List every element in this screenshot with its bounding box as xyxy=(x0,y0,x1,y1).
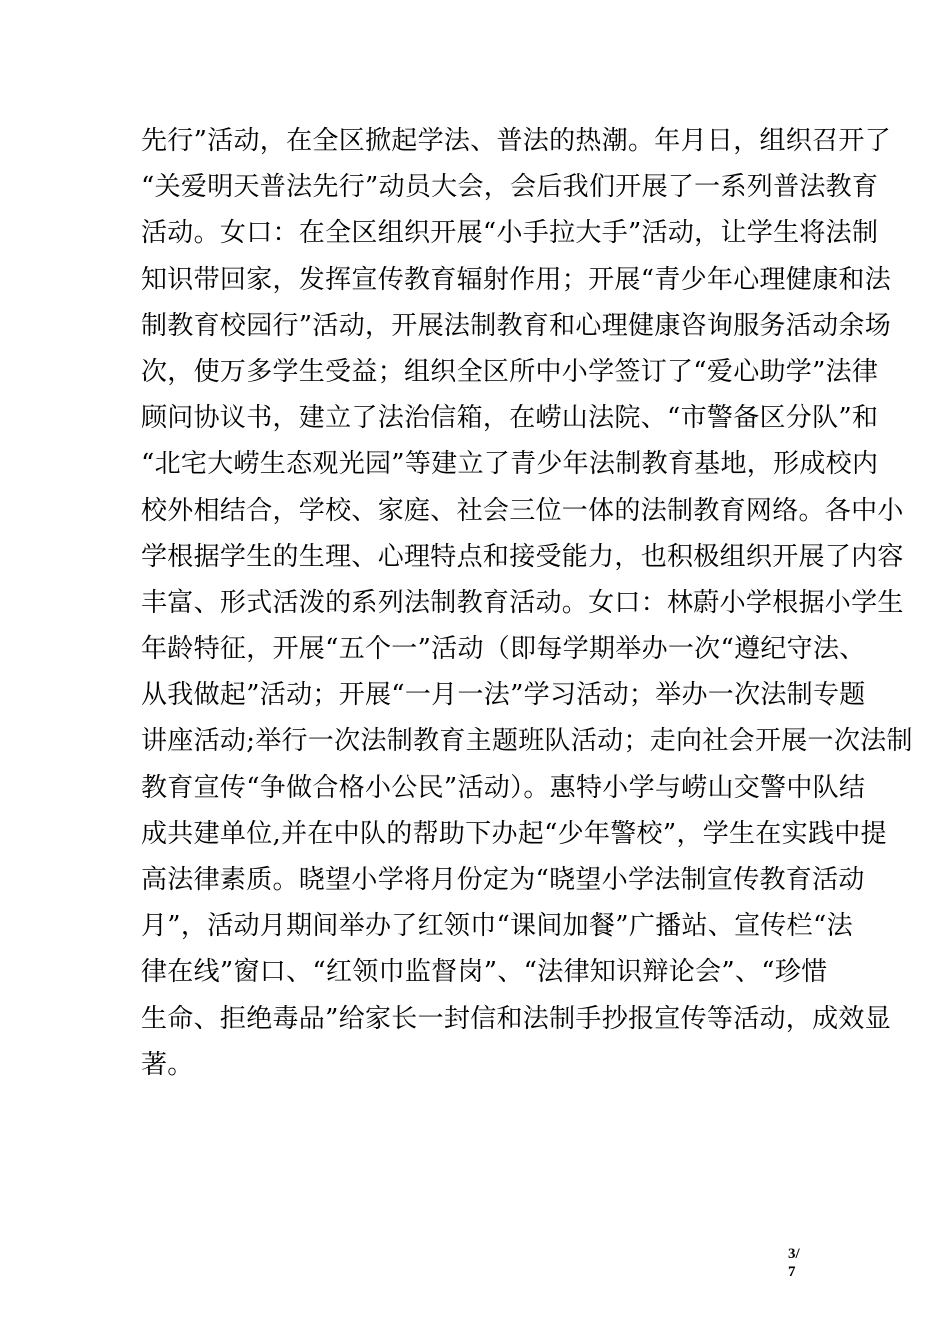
page-number-total: 7 xyxy=(788,1264,796,1280)
text-line: 从我做起”活动；开展“一月一法”学习活动；举办一次法制专题 xyxy=(141,680,866,711)
text-line: 著。 xyxy=(141,1049,194,1080)
text-line: 讲座活动;举行一次法制教育主题班队活动；走向社会开展一次法制 xyxy=(141,726,913,757)
text-line: 制教育校园行”活动，开展法制教育和心理健康咨询服务活动余场 xyxy=(141,310,891,341)
text-line: 知识带回家，发挥宣传教育辐射作用；开展“青少年心理健康和法 xyxy=(141,264,891,295)
text-line: 校外相结合，学校、家庭、社会三位一体的法制教育网络。各中小 xyxy=(141,495,904,526)
text-line: “关爱明天普法先行”动员大会，会后我们开展了一系列普法教育 xyxy=(141,172,879,203)
text-line: 月”，活动月期间举办了红领巾“课间加餐”广播站、宣传栏“法 xyxy=(141,911,853,942)
page-number xyxy=(788,1245,818,1281)
body-paragraph xyxy=(141,118,913,1088)
text-line: 丰富、形式活泼的系列法制教育活动。女口：林蔚小学根据小学生 xyxy=(141,587,904,618)
text-line: 年龄特征，开展“五个一”活动（即每学期举办一次“遵纪守法、 xyxy=(141,634,866,665)
text-line: 成共建单位,并在中队的帮助下办起“少年警校”，学生在实践中提 xyxy=(141,818,887,849)
page-number-current: 3/ xyxy=(788,1246,800,1262)
text-line: 顾问协议书，建立了法治信箱，在崂山法院、“市警备区分队”和 xyxy=(141,403,879,434)
text-line: 律在线”窗口、“红领巾监督岗”、“法律知识辩论会”、“珍惜 xyxy=(141,957,828,988)
text-line: 活动。女口：在全区组织开展“小手拉大手”活动，让学生将法制 xyxy=(141,218,879,249)
text-line: 次，使万多学生受益；组织全区所中小学签订了“爱心助学”法律 xyxy=(141,356,879,387)
text-line: “北宅大崂生态观光园”等建立了青少年法制教育基地，形成校内 xyxy=(141,449,879,480)
text-line: 先行”活动，在全区掀起学法、普法的热潮。年月日，组织召开了 xyxy=(141,126,891,156)
text-line: 教育宣传“争做合格小公民”活动）。惠特小学与崂山交警中队结 xyxy=(141,772,866,803)
text-line: 学根据学生的生理、心理特点和接受能力，也积极组织开展了内容 xyxy=(141,541,904,572)
text-line: 生命、拒绝毒品”给家长一封信和法制手抄报宣传等活动，成效显 xyxy=(141,1003,891,1034)
text-line: 高法律素质。晓望小学将月份定为“晓望小学法制宣传教育活动 xyxy=(141,865,865,895)
